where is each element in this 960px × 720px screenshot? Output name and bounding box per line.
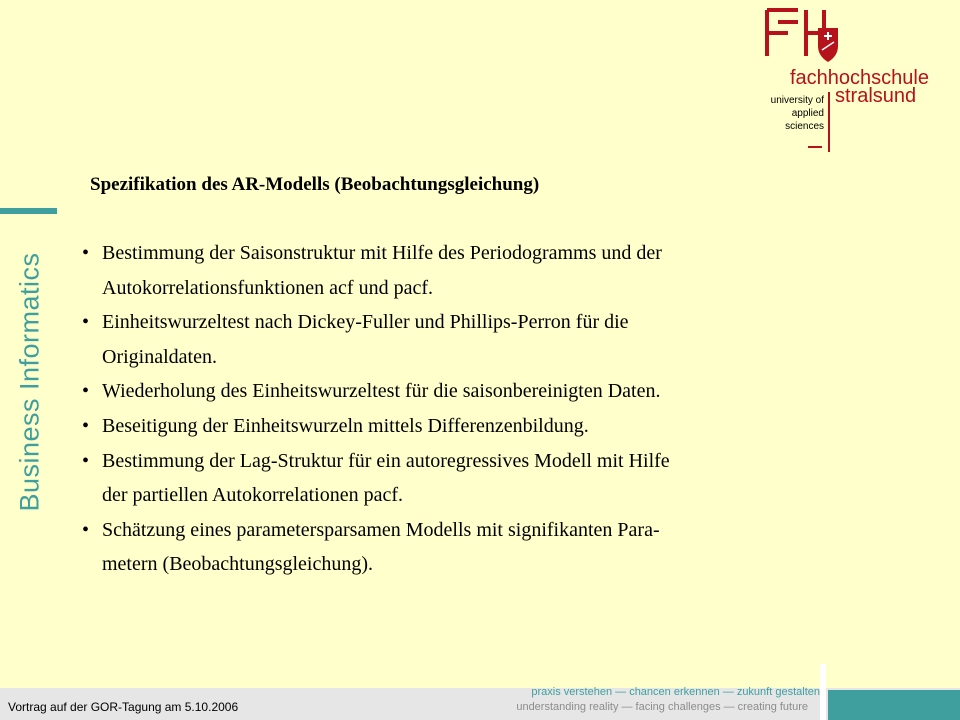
slogan-german: praxis verstehen — chancen erkennen — zukunft gestalten (531, 686, 820, 698)
footer-talk-info: Vortrag auf der GOR-Tagung am 5.10.2006 (8, 700, 239, 714)
bullet-text: Bestimmung der Saisonstruktur mit Hilfe des Periodogramms und der (102, 242, 662, 264)
bullet-item (82, 409, 822, 444)
bullet-dot: • (82, 449, 90, 472)
footer-separator (820, 664, 826, 720)
logo-name-line1: fachhochschule (790, 67, 929, 89)
bullet-dot: • (82, 311, 90, 334)
bullet-text-continuation: der partiellen Autokorrelationen pacf. (102, 484, 403, 507)
sidebar-title: Business Informatics (14, 252, 45, 512)
logo-tagline-line: applied (791, 108, 824, 119)
logo-divider (828, 92, 830, 152)
bullet-dot: • (82, 242, 90, 264)
bullet-list (82, 236, 822, 582)
logo-dash (808, 146, 822, 148)
bullet-dot: • (82, 414, 90, 437)
accent-bar (0, 208, 57, 214)
bullet-text-continuation: metern (Beobachtungsgleichung). (102, 553, 374, 576)
bullet-text: Bestimmung der Lag-Struktur für ein autoregressives Modell mit Hilfe (102, 449, 670, 472)
logo-tagline (771, 94, 824, 133)
bullet-text: Wiederholung des Einheitswurzeltest für die saisonbereinigten Daten. (102, 380, 661, 403)
logo-tagline-line: university of (770, 95, 824, 106)
footer-accent-block (828, 690, 960, 720)
bullet-text: Beseitigung der Einheitswurzeln mittels Differenzenbildung. (102, 414, 589, 437)
bullet-dot: • (82, 518, 90, 541)
slogan-english: understanding reality — facing challenges — creating future (516, 701, 808, 713)
bullet-item (82, 305, 822, 374)
logo-tagline-line: sciences (785, 121, 824, 132)
bullet-text: Schätzung eines parametersparsamen Modells mit signifikanten Para- (102, 518, 660, 541)
bullet-text-continuation: Autokorrelationsfunktionen acf und pacf. (102, 276, 434, 299)
slide-title: Spezifikation des AR-Modells (Beobachtungsgleichung) (90, 174, 540, 195)
bullet-item (82, 513, 822, 582)
bullet-item (82, 374, 822, 409)
logo-name-line2: stralsund (835, 85, 917, 107)
bullet-dot: • (82, 380, 90, 403)
bullet-item (82, 236, 822, 305)
bullet-item (82, 444, 822, 513)
bullet-text: Einheitswurzeltest nach Dickey-Fuller und Phillips-Perron für die (102, 311, 629, 334)
bullet-text-continuation: Originaldaten. (102, 345, 217, 368)
